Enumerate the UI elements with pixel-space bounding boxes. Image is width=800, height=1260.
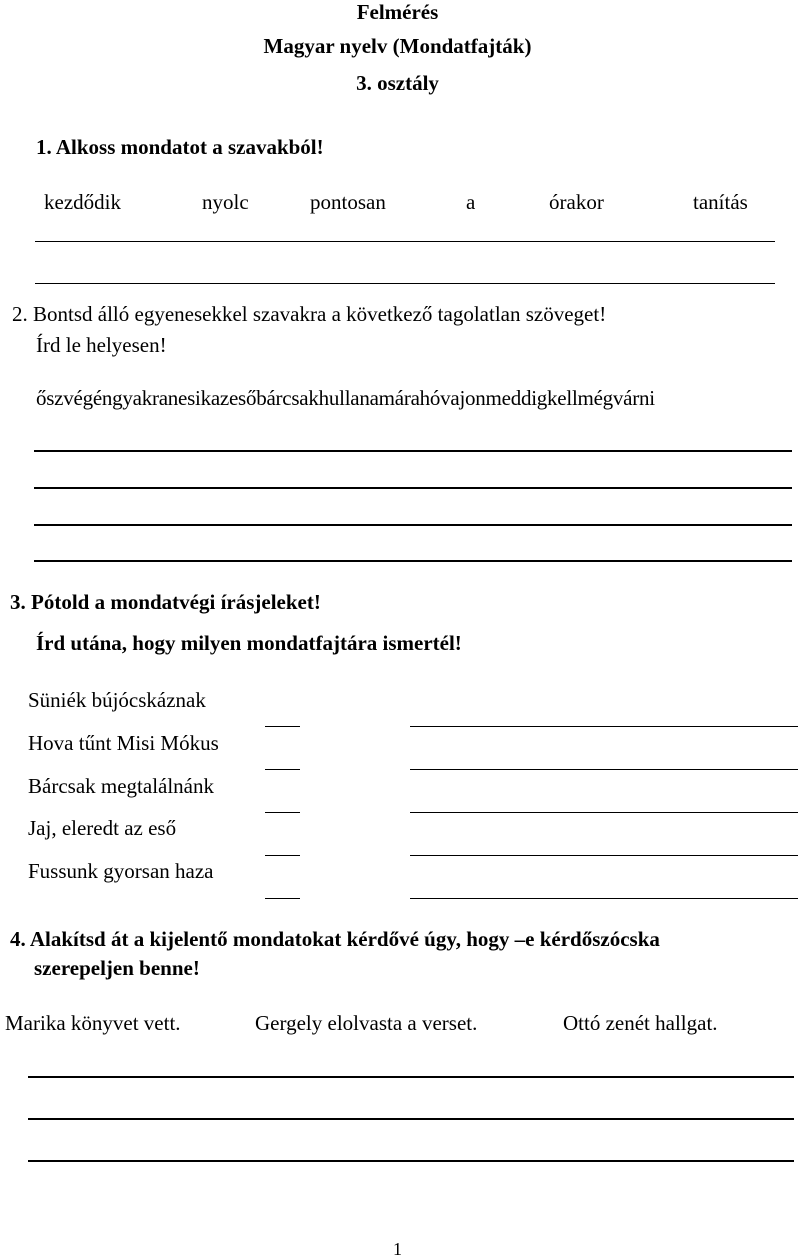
task3-sentence: Hova tűnt Misi Mókus <box>28 731 219 755</box>
answer-line[interactable] <box>28 1076 794 1078</box>
worksheet-grade: 3. osztály <box>356 71 439 95</box>
task1-word: pontosan <box>310 190 386 214</box>
task2-unsegmented-text: őszvégéngyakranesikazesőbárcsakhullanamárahóvajonmeddigkellmégvárni <box>36 386 655 410</box>
sentence-type-blank[interactable] <box>410 898 798 899</box>
task4-prompt: 4. Alakítsd át a kijelentő mondatokat kérdővé úgy, hogy –e kérdőszócska <box>10 927 660 951</box>
task2-prompt-continued: Írd le helyesen! <box>36 333 167 357</box>
task1-word: órakor <box>549 190 604 214</box>
sentence-type-blank[interactable] <box>410 726 798 727</box>
task3-sentence: Jaj, eleredt az eső <box>28 816 177 840</box>
sentence-type-blank[interactable] <box>410 812 798 813</box>
task3-prompt: 3. Pótold a mondatvégi írásjeleket! <box>10 590 321 614</box>
task4-sentence: Gergely elolvasta a verset. <box>255 1011 478 1035</box>
answer-line[interactable] <box>34 524 792 526</box>
answer-line[interactable] <box>34 450 792 452</box>
task1-word: tanítás <box>693 190 748 214</box>
task1-word: a <box>466 190 476 214</box>
task4-sentence: Ottó zenét hallgat. <box>563 1011 718 1035</box>
worksheet-subject: Magyar nyelv (Mondatfajták) <box>263 34 532 58</box>
punctuation-blank[interactable] <box>265 855 300 856</box>
page-number: 1 <box>393 1239 402 1259</box>
answer-line[interactable] <box>28 1118 794 1120</box>
sentence-type-blank[interactable] <box>410 769 798 770</box>
punctuation-blank[interactable] <box>265 898 300 899</box>
punctuation-blank[interactable] <box>265 726 300 727</box>
task4-sentence: Marika könyvet vett. <box>5 1011 181 1035</box>
answer-line[interactable] <box>35 241 775 242</box>
task3-sentence: Süniék bújócskáznak <box>28 688 206 712</box>
task4-prompt-continued: szerepeljen benne! <box>34 956 200 980</box>
task1-word: nyolc <box>202 190 249 214</box>
answer-line[interactable] <box>34 560 792 562</box>
answer-line[interactable] <box>35 283 775 284</box>
punctuation-blank[interactable] <box>265 812 300 813</box>
answer-line[interactable] <box>34 487 792 489</box>
task1-prompt: 1. Alkoss mondatot a szavakból! <box>36 135 324 159</box>
task3-sentence: Bárcsak megtalálnánk <box>28 774 215 798</box>
task3-prompt-continued: Írd utána, hogy milyen mondatfajtára ismertél! <box>36 631 462 655</box>
sentence-type-blank[interactable] <box>410 855 798 856</box>
task3-sentence: Fussunk gyorsan haza <box>28 859 214 883</box>
answer-line[interactable] <box>28 1160 794 1162</box>
worksheet-title: Felmérés <box>356 0 439 24</box>
task2-prompt: 2. Bontsd álló egyenesekkel szavakra a következő tagolatlan szöveget! <box>12 302 607 326</box>
punctuation-blank[interactable] <box>265 769 300 770</box>
task1-word: kezdődik <box>44 190 121 214</box>
